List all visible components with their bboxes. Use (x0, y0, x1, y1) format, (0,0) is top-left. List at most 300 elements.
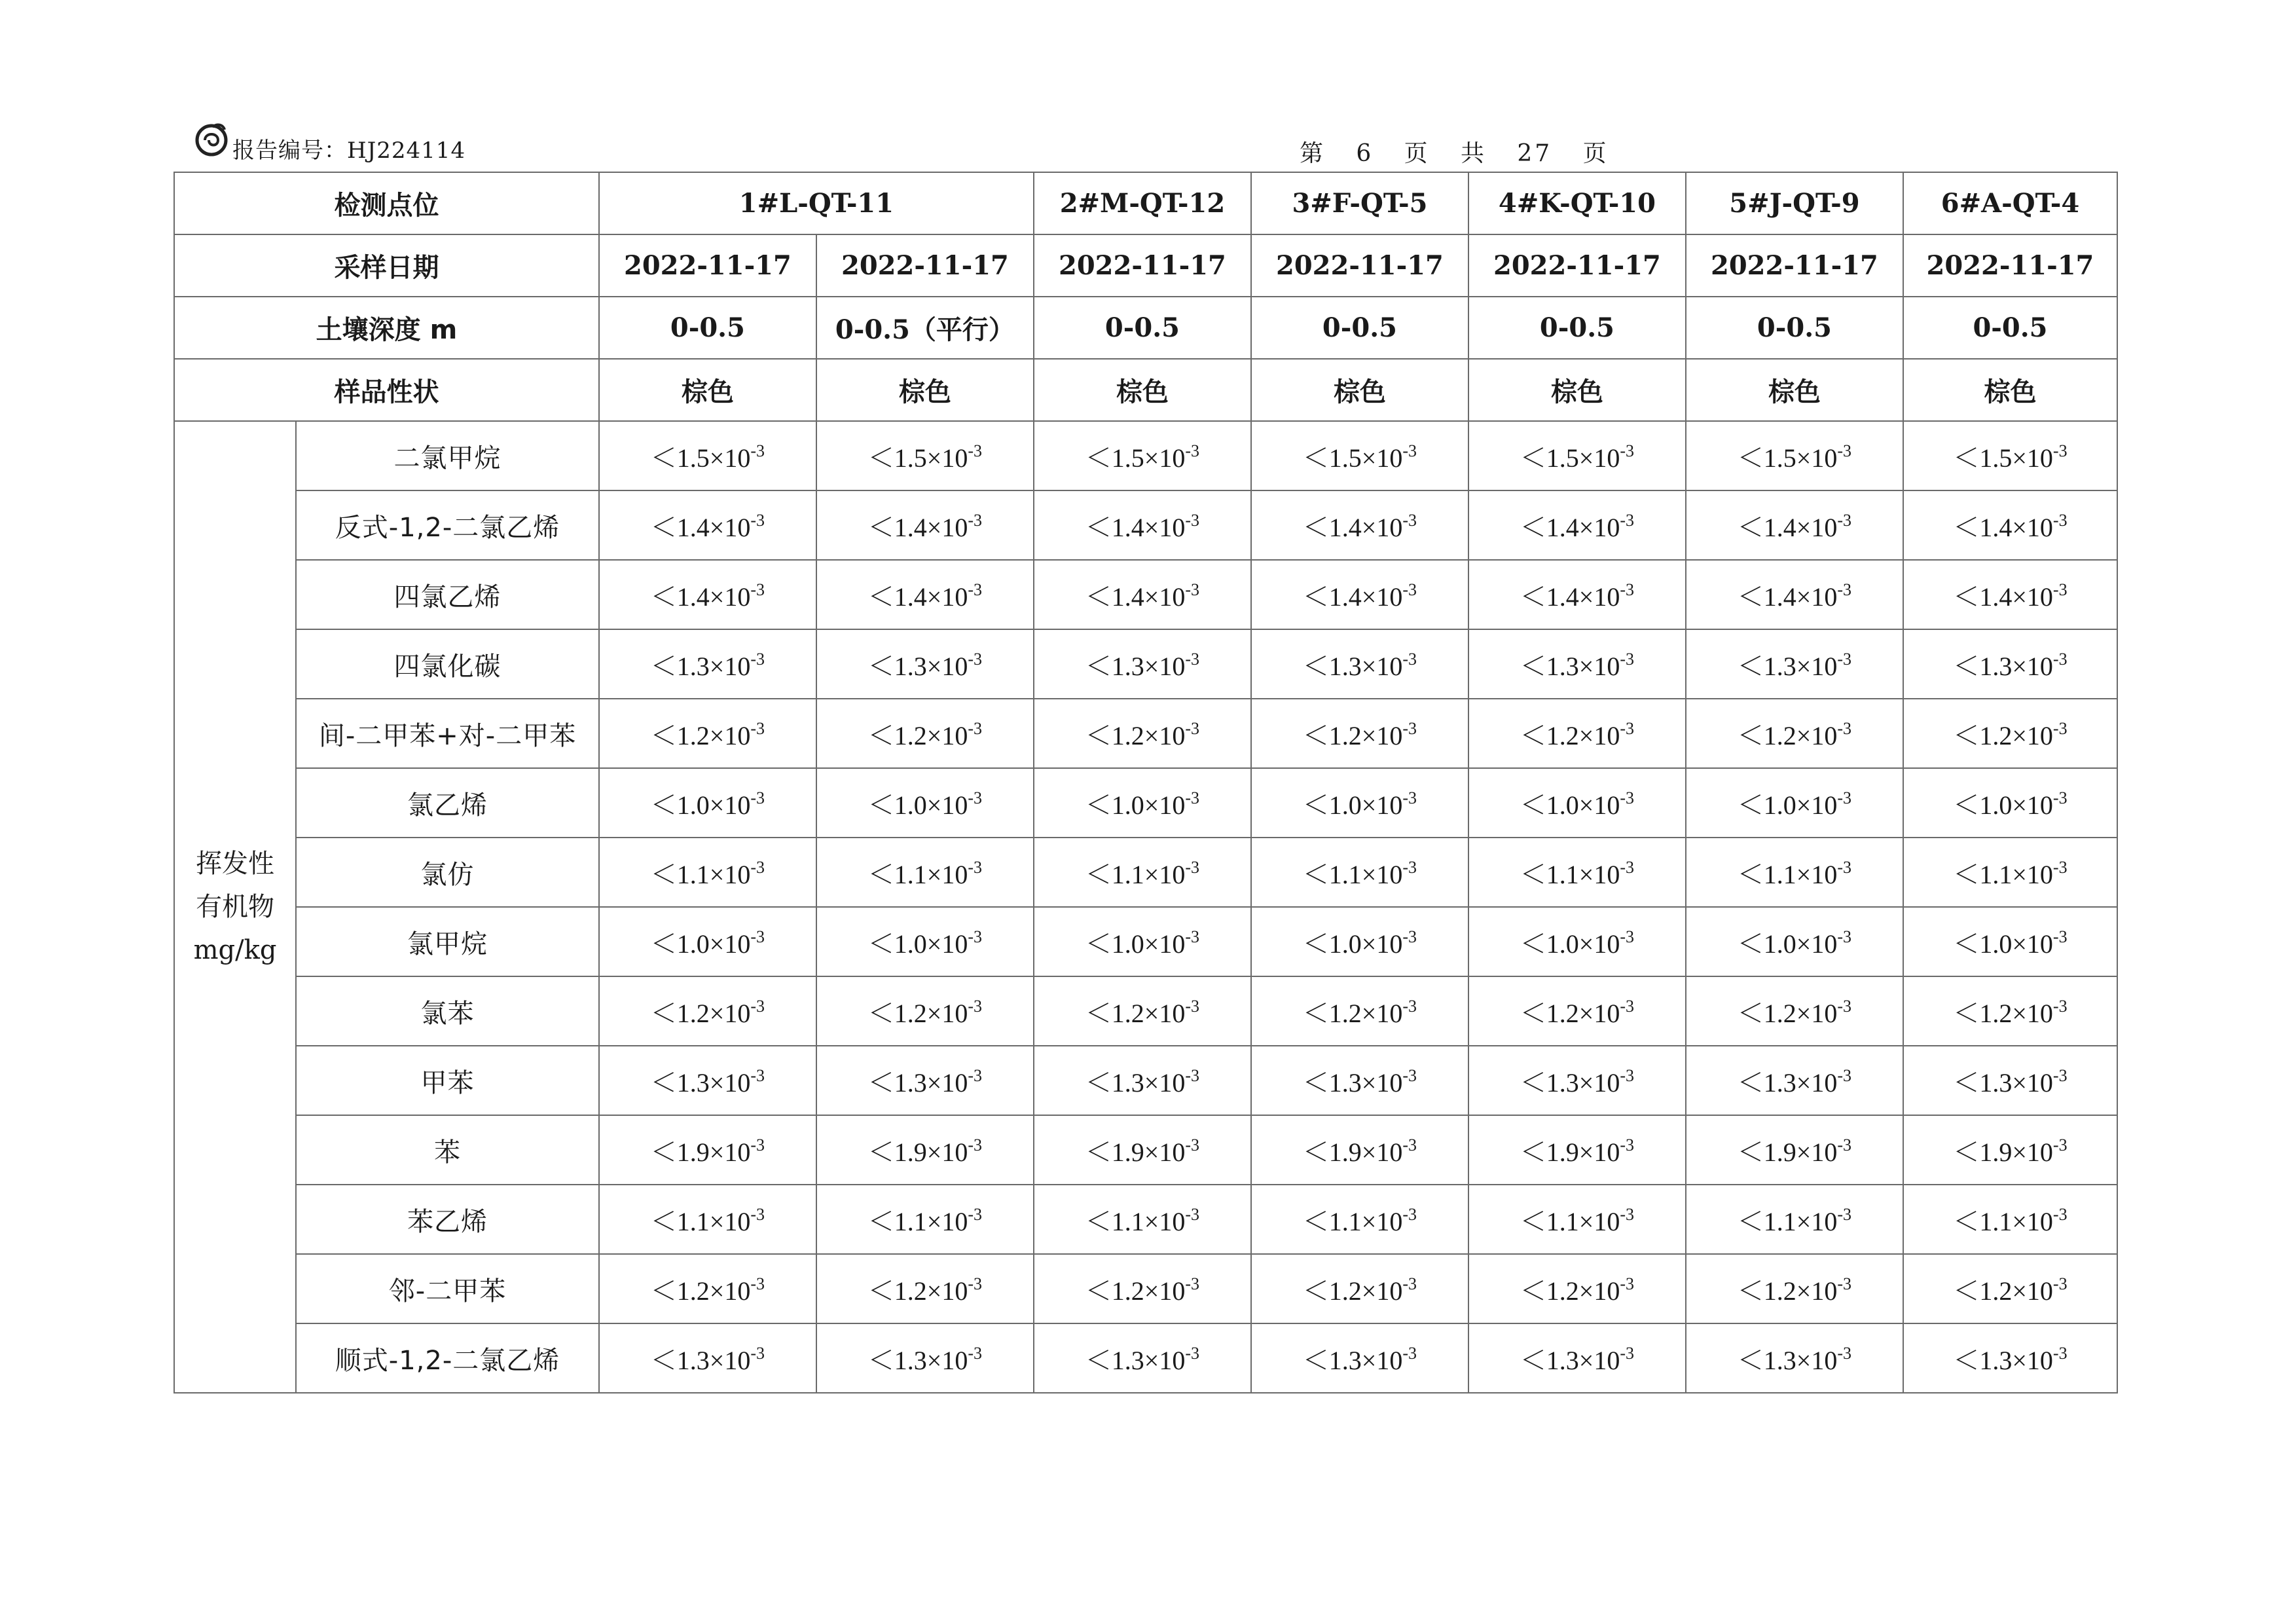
result-exponent: -3 (968, 718, 983, 738)
result-value-cell (816, 421, 1034, 490)
result-exponent: -3 (2052, 580, 2068, 599)
result-value: ＜1.5×10 (867, 443, 968, 473)
appearance-cell: 棕色 (599, 359, 816, 421)
result-exponent: -3 (1620, 927, 1635, 946)
depth-cell: 0-0.5（平行） (816, 297, 1034, 359)
result-value-cell (1034, 1254, 1251, 1323)
result-value: ＜1.0×10 (1520, 929, 1620, 959)
result-value-cell (1034, 490, 1251, 560)
result-value: ＜1.0×10 (650, 790, 751, 820)
result-exponent: -3 (1185, 1343, 1200, 1363)
result-value-cell (1251, 907, 1468, 976)
result-exponent: -3 (1185, 580, 1200, 599)
result-value-cell (1468, 768, 1686, 838)
result-exponent: -3 (750, 927, 765, 946)
result-value-cell (1686, 1323, 1903, 1393)
test-results-table (173, 172, 2118, 1393)
result-value: ＜1.9×10 (1520, 1137, 1620, 1167)
result-value-cell (1251, 1115, 1468, 1185)
result-exponent: -3 (1837, 649, 1852, 669)
result-value-cell (1251, 768, 1468, 838)
row-date (174, 234, 2117, 297)
result-exponent: -3 (968, 857, 983, 877)
point-cell: 6#A-QT-4 (1903, 172, 2117, 234)
result-value-cell (599, 560, 816, 629)
result-value-cell (1468, 490, 1686, 560)
result-value-cell (1034, 976, 1251, 1046)
result-exponent: -3 (1402, 1065, 1417, 1085)
result-exponent: -3 (968, 996, 983, 1016)
result-value-cell (1686, 699, 1903, 768)
result-exponent: -3 (750, 1343, 765, 1363)
result-value: ＜1.3×10 (650, 1067, 751, 1098)
result-value: ＜1.4×10 (1953, 512, 2053, 542)
result-value-cell (816, 699, 1034, 768)
result-value-cell (816, 1115, 1034, 1185)
group-label-cell (174, 421, 296, 1393)
result-value: ＜1.4×10 (867, 581, 968, 612)
result-exponent: -3 (968, 1065, 983, 1085)
result-value: ＜1.0×10 (1085, 929, 1186, 959)
table-row (174, 768, 2117, 838)
result-exponent: -3 (1620, 857, 1635, 877)
result-value-cell (816, 1046, 1034, 1115)
result-value: ＜1.3×10 (1302, 1067, 1403, 1098)
result-exponent: -3 (1185, 718, 1200, 738)
result-value: ＜1.0×10 (1737, 790, 1838, 820)
depth-cell: 0-0.5 (1034, 297, 1251, 359)
result-exponent: -3 (1620, 718, 1635, 738)
result-value: ＜1.3×10 (867, 651, 968, 681)
date-cell: 2022-11-17 (1903, 234, 2117, 297)
result-value-cell (1903, 1046, 2117, 1115)
result-value-cell (1468, 421, 1686, 490)
result-exponent: -3 (1402, 788, 1417, 807)
result-value-cell (1034, 629, 1251, 699)
result-value: ＜1.2×10 (1302, 1276, 1403, 1306)
result-value-cell (1903, 560, 2117, 629)
result-value: ＜1.2×10 (1085, 1276, 1186, 1306)
result-exponent: -3 (1837, 996, 1852, 1016)
result-value: ＜1.3×10 (1085, 651, 1186, 681)
label-date: 采样日期 (174, 234, 599, 297)
table-row (174, 1323, 2117, 1393)
result-exponent: -3 (1837, 510, 1852, 530)
result-value: ＜1.9×10 (650, 1137, 751, 1167)
result-exponent: -3 (1837, 1274, 1852, 1293)
result-value-cell (1034, 560, 1251, 629)
result-value: ＜1.4×10 (867, 512, 968, 542)
result-value-cell (1468, 1046, 1686, 1115)
page-label-ye-2: 页 (1582, 140, 1609, 167)
result-value: ＜1.0×10 (867, 929, 968, 959)
result-value: ＜1.3×10 (1953, 1067, 2053, 1098)
appearance-cell: 棕色 (816, 359, 1034, 421)
result-value-cell (816, 1254, 1034, 1323)
result-value-cell (1034, 907, 1251, 976)
result-value-cell (816, 629, 1034, 699)
depth-cell: 0-0.5 (1468, 297, 1686, 359)
result-value-cell (816, 1185, 1034, 1254)
result-exponent: -3 (1620, 1274, 1635, 1293)
depth-cell: 0-0.5 (1903, 297, 2117, 359)
result-exponent: -3 (2052, 441, 2068, 460)
result-value-cell (1686, 629, 1903, 699)
row-depth (174, 297, 2117, 359)
result-value-cell (599, 1185, 816, 1254)
result-value: ＜1.2×10 (650, 720, 751, 750)
result-exponent: -3 (1402, 441, 1417, 460)
result-exponent: -3 (1837, 580, 1852, 599)
result-value-cell (1034, 1323, 1251, 1393)
appearance-cell: 棕色 (1251, 359, 1468, 421)
result-value-cell (599, 1254, 816, 1323)
point-cell: 4#K-QT-10 (1468, 172, 1686, 234)
compound-name: 苯 (296, 1115, 599, 1185)
result-exponent: -3 (1185, 510, 1200, 530)
result-exponent: -3 (750, 441, 765, 460)
result-value: ＜1.9×10 (1302, 1137, 1403, 1167)
result-value: ＜1.0×10 (1085, 790, 1186, 820)
result-exponent: -3 (2052, 927, 2068, 946)
table-row (174, 629, 2117, 699)
result-value-cell (599, 838, 816, 907)
result-exponent: -3 (968, 1204, 983, 1224)
result-exponent: -3 (968, 649, 983, 669)
result-value-cell (1686, 1115, 1903, 1185)
result-value-cell (1468, 907, 1686, 976)
appearance-cell: 棕色 (1686, 359, 1903, 421)
result-exponent: -3 (1185, 1135, 1200, 1154)
result-exponent: -3 (1402, 996, 1417, 1016)
compound-name: 间-二甲苯+对-二甲苯 (296, 699, 599, 768)
result-value: ＜1.1×10 (1953, 859, 2053, 889)
compound-name: 苯乙烯 (296, 1185, 599, 1254)
result-value: ＜1.4×10 (1520, 581, 1620, 612)
result-value: ＜1.2×10 (1520, 720, 1620, 750)
result-value: ＜1.4×10 (1737, 512, 1838, 542)
result-exponent: -3 (1402, 1204, 1417, 1224)
result-value: ＜1.9×10 (1737, 1137, 1838, 1167)
result-value: ＜1.1×10 (1520, 1206, 1620, 1236)
row-appearance (174, 359, 2117, 421)
result-exponent: -3 (968, 927, 983, 946)
result-value-cell (1468, 838, 1686, 907)
page-header (193, 118, 2131, 167)
result-value: ＜1.0×10 (650, 929, 751, 959)
result-value: ＜1.1×10 (1737, 1206, 1838, 1236)
group-unit: mg/kg (193, 935, 277, 965)
result-exponent: -3 (1837, 1343, 1852, 1363)
result-value: ＜1.9×10 (1953, 1137, 2053, 1167)
page-total: 27 (1517, 140, 1553, 167)
result-exponent: -3 (750, 580, 765, 599)
page-label-ye: 页 (1404, 140, 1430, 167)
result-value-cell (816, 1323, 1034, 1393)
result-value-cell (1903, 421, 2117, 490)
result-value-cell (1034, 699, 1251, 768)
date-cell: 2022-11-17 (1251, 234, 1468, 297)
result-exponent: -3 (1402, 510, 1417, 530)
result-exponent: -3 (1837, 927, 1852, 946)
point-cell: 1#L-QT-11 (599, 172, 1034, 234)
table-row (174, 490, 2117, 560)
result-value-cell (599, 699, 816, 768)
result-exponent: -3 (1185, 441, 1200, 460)
result-value: ＜1.3×10 (1085, 1067, 1186, 1098)
result-value-cell (1903, 1323, 2117, 1393)
result-value-cell (1251, 838, 1468, 907)
result-exponent: -3 (1402, 927, 1417, 946)
result-value-cell (1903, 1185, 2117, 1254)
result-value-cell (599, 629, 816, 699)
result-value-cell (1903, 907, 2117, 976)
result-value: ＜1.2×10 (1953, 998, 2053, 1028)
result-value-cell (599, 1046, 816, 1115)
date-cell: 2022-11-17 (599, 234, 816, 297)
appearance-cell: 棕色 (1468, 359, 1686, 421)
result-exponent: -3 (1620, 649, 1635, 669)
result-value-cell (1686, 560, 1903, 629)
result-value: ＜1.4×10 (1953, 581, 2053, 612)
result-value: ＜1.3×10 (1953, 1345, 2053, 1375)
result-value-cell (1686, 976, 1903, 1046)
result-value: ＜1.5×10 (1302, 443, 1403, 473)
result-value-cell (816, 907, 1034, 976)
compound-name: 氯乙烯 (296, 768, 599, 838)
result-exponent: -3 (1402, 1274, 1417, 1293)
result-value-cell (1686, 1185, 1903, 1254)
table-row (174, 907, 2117, 976)
row-point (174, 172, 2117, 234)
result-value-cell (1251, 1254, 1468, 1323)
compound-name: 氯甲烷 (296, 907, 599, 976)
result-exponent: -3 (1837, 1065, 1852, 1085)
result-exponent: -3 (1402, 718, 1417, 738)
result-value-cell (1251, 629, 1468, 699)
result-value-cell (1903, 1254, 2117, 1323)
result-exponent: -3 (2052, 996, 2068, 1016)
result-value-cell (1686, 490, 1903, 560)
result-exponent: -3 (1185, 857, 1200, 877)
report-number: 报告编号：HJ224114 (232, 138, 466, 164)
compound-name: 反式-1,2-二氯乙烯 (296, 490, 599, 560)
point-cell: 5#J-QT-9 (1686, 172, 1903, 234)
group-label-line2: 有机物 (196, 892, 275, 922)
label-appearance: 样品性状 (174, 359, 599, 421)
result-value: ＜1.3×10 (650, 651, 751, 681)
result-value-cell (816, 560, 1034, 629)
result-value-cell (1034, 838, 1251, 907)
result-value: ＜1.9×10 (1085, 1137, 1186, 1167)
result-value-cell (1903, 768, 2117, 838)
table-row (174, 976, 2117, 1046)
page-indicator (1300, 135, 1609, 168)
result-value: ＜1.5×10 (1953, 443, 2053, 473)
result-value: ＜1.5×10 (1520, 443, 1620, 473)
result-exponent: -3 (1620, 580, 1635, 599)
depth-cell: 0-0.5 (599, 297, 816, 359)
result-value: ＜1.2×10 (867, 1276, 968, 1306)
result-value-cell (599, 1115, 816, 1185)
result-value: ＜1.3×10 (1737, 1067, 1838, 1098)
result-value: ＜1.0×10 (1737, 929, 1838, 959)
result-exponent: -3 (1185, 1204, 1200, 1224)
result-value: ＜1.5×10 (1085, 443, 1186, 473)
result-exponent: -3 (750, 510, 765, 530)
result-value: ＜1.5×10 (1737, 443, 1838, 473)
result-value: ＜1.4×10 (650, 581, 751, 612)
table-row (174, 560, 2117, 629)
compound-name: 氯苯 (296, 976, 599, 1046)
result-value: ＜1.2×10 (650, 998, 751, 1028)
result-value: ＜1.2×10 (1737, 720, 1838, 750)
result-value-cell (1251, 1323, 1468, 1393)
result-value-cell (1686, 838, 1903, 907)
result-value: ＜1.3×10 (1302, 1345, 1403, 1375)
result-exponent: -3 (1837, 441, 1852, 460)
result-value-cell (816, 838, 1034, 907)
result-value: ＜1.4×10 (1302, 581, 1403, 612)
result-value-cell (1034, 421, 1251, 490)
result-exponent: -3 (968, 580, 983, 599)
result-exponent: -3 (750, 649, 765, 669)
result-value-cell (1903, 838, 2117, 907)
result-value: ＜1.3×10 (1302, 651, 1403, 681)
result-value-cell (1034, 1046, 1251, 1115)
result-value: ＜1.3×10 (867, 1067, 968, 1098)
result-value-cell (1034, 1115, 1251, 1185)
result-value-cell (1251, 421, 1468, 490)
page-label-di: 第 (1300, 140, 1326, 167)
compound-name: 顺式-1,2-二氯乙烯 (296, 1323, 599, 1393)
result-exponent: -3 (1185, 1274, 1200, 1293)
result-exponent: -3 (750, 857, 765, 877)
result-value-cell (599, 976, 816, 1046)
result-exponent: -3 (1620, 441, 1635, 460)
result-value-cell (1251, 1046, 1468, 1115)
date-cell: 2022-11-17 (1686, 234, 1903, 297)
table-row (174, 1185, 2117, 1254)
result-value: ＜1.1×10 (650, 1206, 751, 1236)
result-value-cell (1903, 629, 2117, 699)
result-value: ＜1.3×10 (1520, 1067, 1620, 1098)
depth-cell: 0-0.5 (1251, 297, 1468, 359)
result-value: ＜1.1×10 (867, 859, 968, 889)
table-row (174, 1115, 2117, 1185)
result-value-cell (1034, 768, 1251, 838)
result-value: ＜1.1×10 (1302, 1206, 1403, 1236)
result-exponent: -3 (1402, 857, 1417, 877)
result-exponent: -3 (1837, 857, 1852, 877)
result-value: ＜1.2×10 (1737, 1276, 1838, 1306)
table-row (174, 699, 2117, 768)
result-value-cell (599, 907, 816, 976)
result-value: ＜1.2×10 (1302, 720, 1403, 750)
result-exponent: -3 (1185, 649, 1200, 669)
result-value: ＜1.3×10 (867, 1345, 968, 1375)
result-exponent: -3 (1620, 1065, 1635, 1085)
result-value-cell (1251, 976, 1468, 1046)
result-exponent: -3 (2052, 1135, 2068, 1154)
result-exponent: -3 (1837, 1204, 1852, 1224)
result-value: ＜1.3×10 (1085, 1345, 1186, 1375)
result-exponent: -3 (1185, 996, 1200, 1016)
result-value: ＜1.4×10 (1085, 581, 1186, 612)
result-value-cell (1903, 976, 2117, 1046)
result-value: ＜1.4×10 (1520, 512, 1620, 542)
result-exponent: -3 (2052, 1204, 2068, 1224)
result-value-cell (816, 976, 1034, 1046)
appearance-cell: 棕色 (1034, 359, 1251, 421)
result-value-cell (1686, 421, 1903, 490)
result-exponent: -3 (1402, 580, 1417, 599)
result-value: ＜1.2×10 (1520, 1276, 1620, 1306)
result-exponent: -3 (2052, 649, 2068, 669)
result-value-cell (1251, 560, 1468, 629)
result-exponent: -3 (1620, 996, 1635, 1016)
result-exponent: -3 (2052, 718, 2068, 738)
result-value: ＜1.2×10 (650, 1276, 751, 1306)
result-exponent: -3 (1837, 718, 1852, 738)
group-label-line1: 挥发性 (196, 849, 275, 879)
result-value: ＜1.0×10 (1302, 929, 1403, 959)
result-exponent: -3 (750, 1065, 765, 1085)
result-value-cell (1468, 1115, 1686, 1185)
result-exponent: -3 (1185, 1065, 1200, 1085)
result-value: ＜1.1×10 (650, 859, 751, 889)
result-value-cell (599, 490, 816, 560)
result-value-cell (1903, 1115, 2117, 1185)
result-value: ＜1.1×10 (867, 1206, 968, 1236)
result-exponent: -3 (2052, 857, 2068, 877)
page-current: 6 (1356, 140, 1374, 167)
result-value-cell (1468, 699, 1686, 768)
result-value: ＜1.1×10 (1520, 859, 1620, 889)
table-row (174, 421, 2117, 490)
result-value: ＜1.9×10 (867, 1137, 968, 1167)
compound-name: 甲苯 (296, 1046, 599, 1115)
result-exponent: -3 (1620, 1343, 1635, 1363)
result-exponent: -3 (1185, 788, 1200, 807)
result-value-cell (1034, 1185, 1251, 1254)
result-value: ＜1.3×10 (650, 1345, 751, 1375)
table-row (174, 1254, 2117, 1323)
result-value-cell (1903, 699, 2117, 768)
result-value: ＜1.2×10 (1085, 998, 1186, 1028)
result-exponent: -3 (1837, 1135, 1852, 1154)
result-exponent: -3 (1402, 1135, 1417, 1154)
table-row (174, 838, 2117, 907)
result-exponent: -3 (750, 1135, 765, 1154)
result-exponent: -3 (1185, 927, 1200, 946)
result-exponent: -3 (1620, 788, 1635, 807)
result-value: ＜1.5×10 (650, 443, 751, 473)
result-value-cell (1251, 699, 1468, 768)
label-point: 检测点位 (174, 172, 599, 234)
result-value-cell (599, 421, 816, 490)
result-exponent: -3 (1402, 649, 1417, 669)
table-row (174, 1046, 2117, 1115)
result-exponent: -3 (2052, 788, 2068, 807)
result-value-cell (816, 490, 1034, 560)
result-exponent: -3 (968, 788, 983, 807)
result-value-cell (1686, 1046, 1903, 1115)
result-exponent: -3 (2052, 510, 2068, 530)
result-exponent: -3 (968, 1343, 983, 1363)
result-value-cell (1468, 560, 1686, 629)
result-value-cell (1686, 907, 1903, 976)
